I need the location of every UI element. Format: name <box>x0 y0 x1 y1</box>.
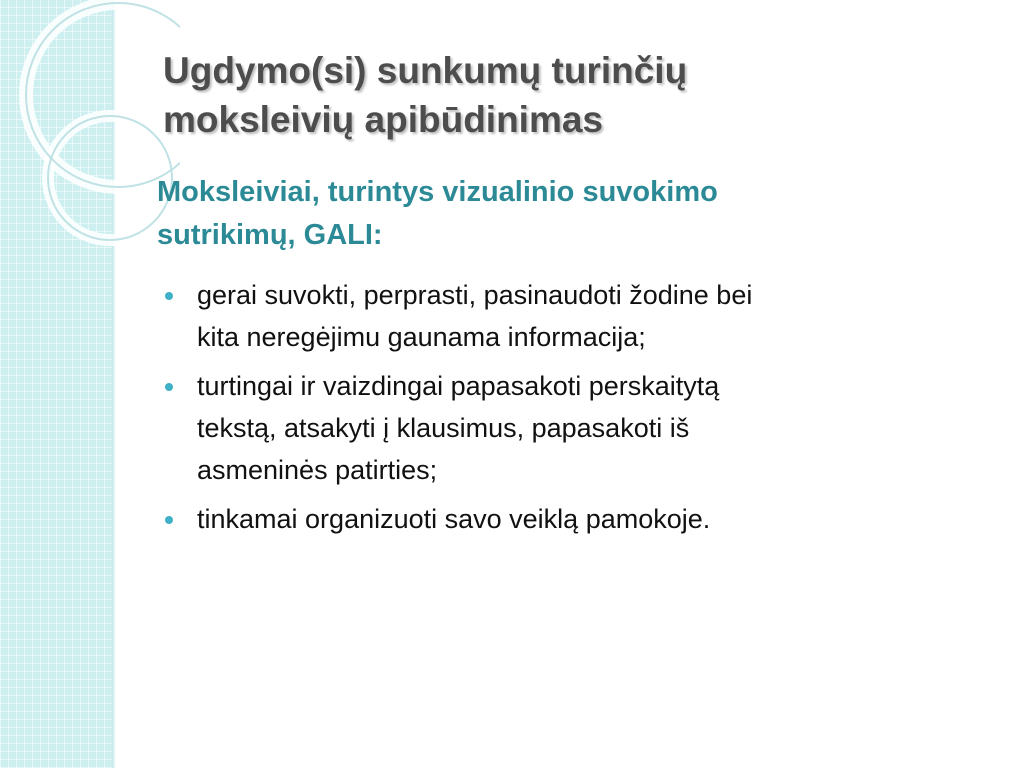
decorative-circles-graphic <box>0 0 180 300</box>
bullet-list <box>163 274 953 547</box>
slide-title <box>163 46 963 144</box>
bullet-3-line-1: tinkamai organizuoti savo veiklą pamokoje. <box>197 504 711 534</box>
bullet-dot-icon <box>165 383 173 391</box>
bullet-dot-icon <box>165 292 173 300</box>
bullet-1-line-1: gerai suvokti, perprasti, pasinaudoti žodine bei <box>197 280 753 310</box>
bullet-2-line-3: asmeninės patirties; <box>197 455 438 485</box>
title-line-2: moksleivių apibūdinimas <box>163 99 604 140</box>
bullet-dot-icon <box>165 516 173 524</box>
bullet-1-line-2: kita neregėjimu gaunama informacija; <box>197 322 646 352</box>
bullet-2-line-2: tekstą, atsakyti į klausimus, papasakoti iš <box>197 413 690 443</box>
title-line-1: Ugdymo(si) sunkumų turinčių <box>163 50 688 91</box>
bullet-item-3 <box>163 498 953 540</box>
bullet-item-1 <box>163 274 953 358</box>
bullet-2-line-1: turtingai ir vaizdingai papasakoti perskaitytą <box>197 371 720 401</box>
subheading-line-1: Moksleiviai, turintys vizualinio suvokimo <box>157 176 718 208</box>
slide-subheading <box>157 171 957 257</box>
subheading-line-2: sutrikimų, GALI: <box>157 219 383 251</box>
bullet-item-2 <box>163 365 953 491</box>
